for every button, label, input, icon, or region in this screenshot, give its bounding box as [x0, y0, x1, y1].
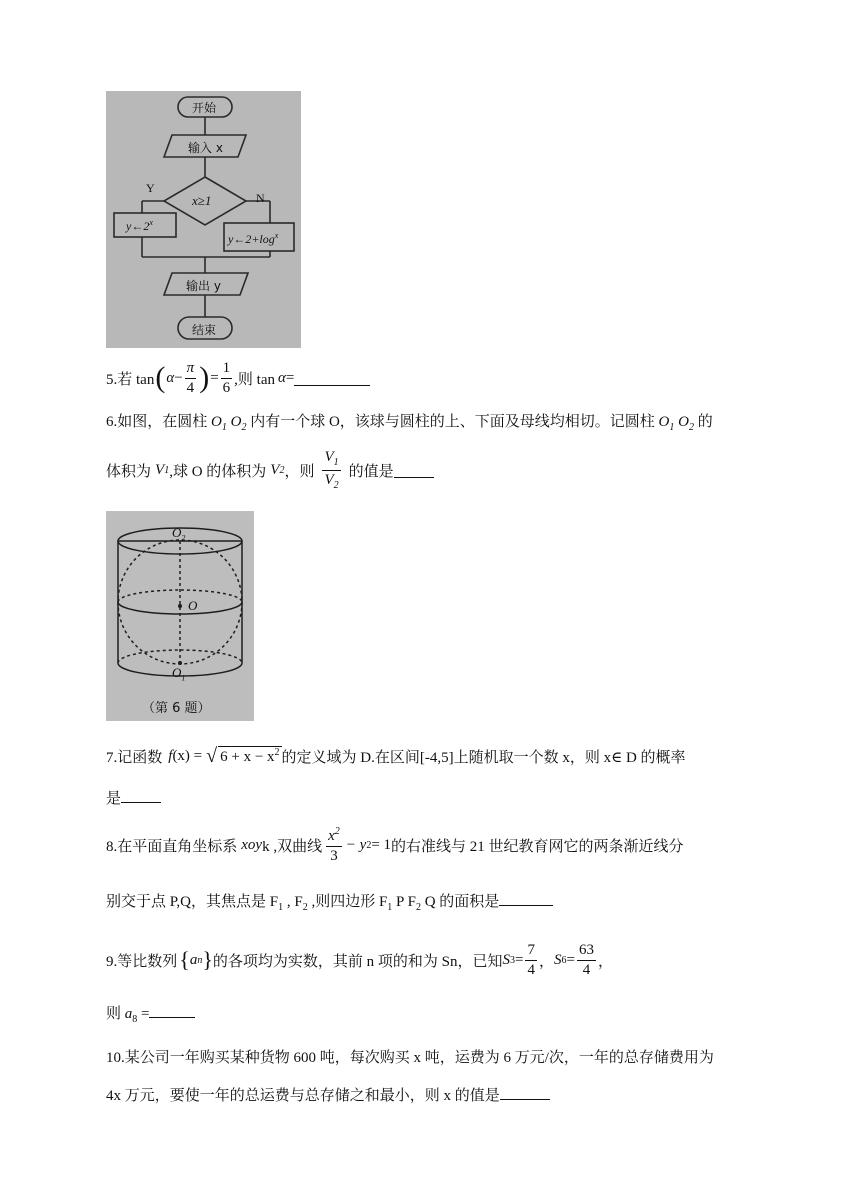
q8-answer-blank[interactable] — [499, 891, 553, 906]
flowchart-yes-label: Y — [146, 181, 155, 195]
question-8-line-2: 别交于点 P,Q，其焦点是 $F_1$ , $F_2$ ,则四边形 $F_1$ P $F_2$ Q 的面积是 — [106, 890, 553, 913]
cylinder-figure — [106, 511, 254, 721]
cylinder-caption: （第 6 题） — [142, 701, 211, 716]
q8-hyperbola-fraction: $\frac{x^2}{3}$ — [328, 825, 340, 864]
flowchart-figure — [106, 91, 301, 348]
flowchart-input-label: 输入 x — [188, 141, 223, 155]
q5-tail-alpha: α — [277, 369, 286, 386]
q5-right-paren: ) — [199, 361, 210, 394]
q6-answer-blank[interactable] — [394, 463, 434, 478]
cylinder-o1-label: $O_1$ — [172, 665, 186, 683]
question-7-line-2: 是 — [106, 787, 161, 808]
q5-minus: − — [174, 369, 183, 386]
q5-answer-blank[interactable] — [294, 371, 370, 386]
q9-answer-blank[interactable] — [149, 1003, 195, 1018]
question-10-line-2: 4x 万元，要使一年的总运费与总存储之和最小，则 x 的值是 — [106, 1084, 550, 1105]
flowchart-end-label: 结束 — [192, 323, 217, 337]
question-6-line-1: 6.如图，在圆柱 $O_1$ $O_2$ 内有一个球 O，该球与圆柱的上、下面及母线均相切。记圆柱 $O_1$ $O_2$ 的 — [106, 414, 713, 433]
q5-tail-eq: = — [285, 369, 295, 386]
cylinder-o-label: O — [188, 598, 198, 613]
question-9-line-1: 9.等比数列 { a n } 的各项均为实数，其前 n 项的和为 Sn，已知 S 3 = $\frac{7}{4}$ ， S 6 = $\frac{63}{4}$ ， — [106, 941, 613, 978]
flowchart-left-process-label: y←2$^x$ — [126, 218, 153, 233]
cylinder-o2-label: $O_2$ — [172, 525, 186, 543]
q5-prefix: 5.若 tan — [106, 371, 155, 388]
q6-volume-fraction: $\frac{V_1}{V_2}$ — [324, 448, 339, 491]
q5-alpha: α — [166, 369, 175, 386]
flowchart-start-label: 开始 — [192, 101, 217, 115]
q5-rhs-fraction: $\frac{1}{6}$ — [222, 359, 231, 396]
flowchart-no-label: N — [256, 191, 265, 205]
flowchart-output-label: 输出 y — [186, 279, 221, 293]
question-8-line-1: 8.在平面直角坐标系 xoy k ,双曲线 $\frac{x^2}{3}$ − y 2 = 1 的右准线与 21 世纪教育网它的两条渐近线分 — [106, 825, 684, 864]
q9-s3-fraction: $\frac{7}{4}$ — [527, 941, 535, 978]
question-7-line-1: 7.记函数 f (x) = √ $6 + x - x^2$ 的定义域为 D.在区间[-4,5]上随机取一个数 x，则 x∈ D 的概率 — [106, 744, 686, 767]
flowchart-condition-label: x≥1 — [192, 193, 212, 208]
question-6-line-2: 体积为 V 1 ,球 O 的体积为 V 2 ，则 $\frac{V_1}{V_2}$ 的值是 — [106, 448, 434, 492]
q5-left-paren: ( — [155, 361, 166, 394]
q5-equals: = — [210, 369, 219, 386]
q9-s6-fraction: $\frac{63}{4}$ — [578, 941, 594, 978]
question-9-line-2: 则 $a_8$ = — [106, 1002, 195, 1025]
q7-answer-blank[interactable] — [121, 788, 161, 803]
question-5 — [106, 358, 370, 398]
flowchart-right-process-label: $y\leftarrow 2+\log^x$ — [228, 231, 279, 246]
q5-pi-fraction: $\frac{\pi}{4}$ — [186, 359, 195, 396]
q10-answer-blank[interactable] — [500, 1085, 550, 1100]
question-10-line-1: 10.某公司一年购买某种货物 600 吨，每次购买 x 吨，运费为 6 万元/次，一年的总存储费用为 — [106, 1050, 714, 1066]
q5-tail: ,则 tan — [234, 371, 275, 388]
